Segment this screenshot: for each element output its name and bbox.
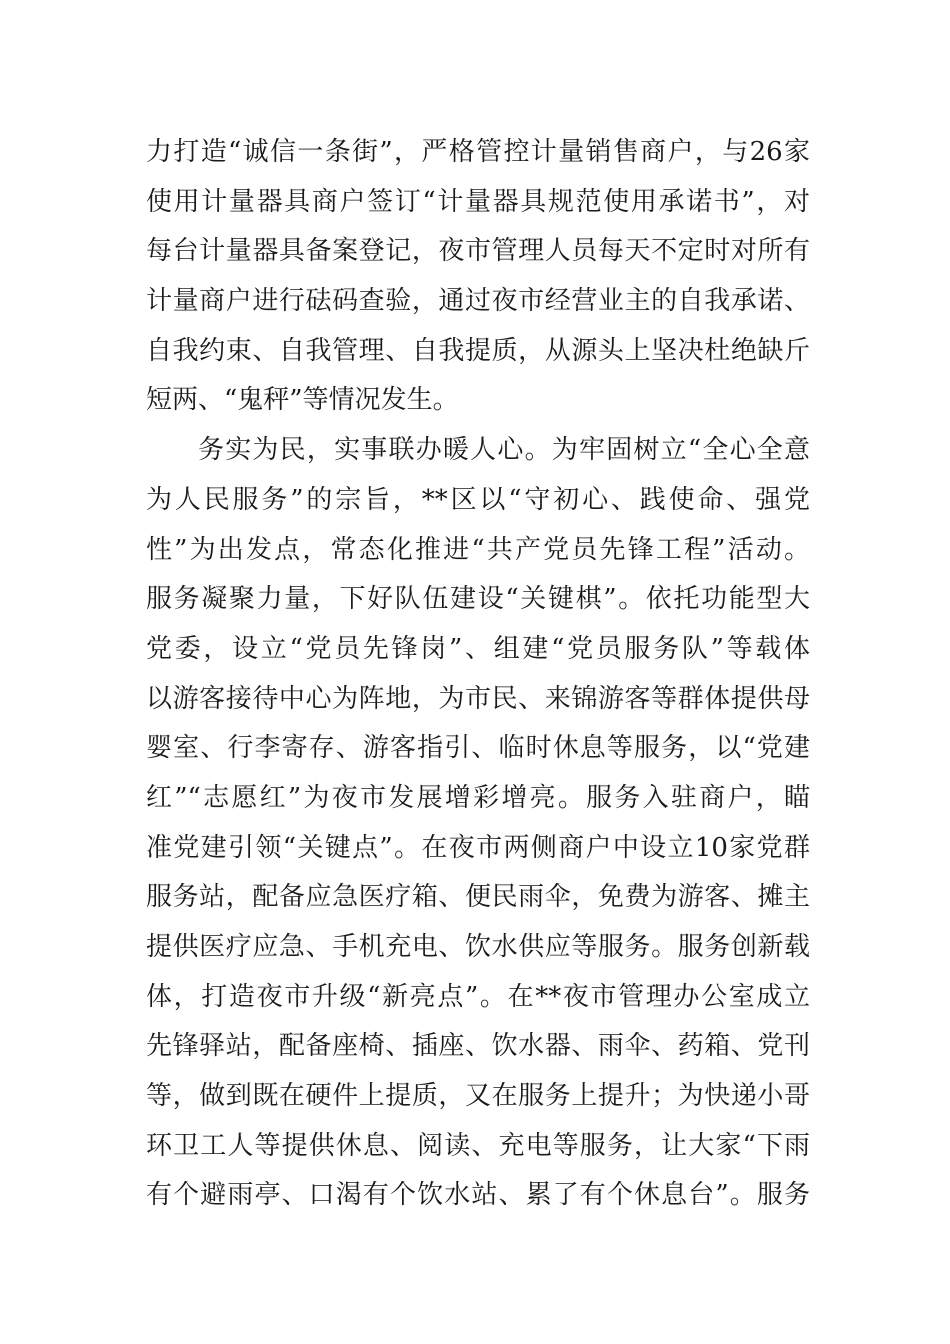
text-line: 以游客接待中心为阵地，为市民、来锦游客等群体提供母 — [146, 683, 810, 714]
text-line: 每台计量器具备案登记，夜市管理人员每天不定时对所有 — [146, 236, 810, 267]
text-line: 提供医疗应急、手机充电、饮水供应等服务。服务创新载 — [146, 932, 810, 962]
text-line: 婴室、行李寄存、游客指引、临时休息等服务，以“党建 — [146, 733, 810, 764]
text-line: 务实为民，实事联办暖人心。为牢固树立“全心全意 — [198, 435, 810, 466]
text-line: 为人民服务”的宗旨，**区以“守初心、践使命、强党 — [146, 484, 810, 515]
text-line: 服务凝聚力量，下好队伍建设“关键棋”。依托功能型大 — [146, 584, 810, 615]
text-line: 有个避雨亭、口渴有个饮水站、累了有个休息台”。服务 — [146, 1180, 810, 1211]
paragraph-1 — [146, 128, 810, 426]
text-line: 环卫工人等提供休息、阅读、充电等服务，让大家“下雨 — [146, 1130, 810, 1161]
paragraph-2 — [146, 426, 810, 1221]
text-line: 短两、“鬼秤”等情况发生。 — [146, 385, 459, 416]
text-line: 性”为出发点，常态化推进“共产党员先锋工程”活动。 — [146, 534, 810, 565]
text-line: 等，做到既在硬件上提质，又在服务上提升；为快递小哥 — [146, 1081, 810, 1112]
text-line: 力打造“诚信一条街”，严格管控计量销售商户，与26家 — [146, 137, 810, 167]
text-line: 使用计量器具商户签订“计量器具规范使用承诺书”，对 — [146, 186, 810, 217]
text-line: 计量商户进行砝码查验，通过夜市经营业主的自我承诺、 — [146, 286, 810, 317]
text-line: 准党建引领“关键点”。在夜市两侧商户中设立10家党群 — [146, 832, 810, 863]
text-line: 体，打造夜市升级“新亮点”。在**夜市管理办公室成立 — [146, 981, 810, 1012]
text-line: 服务站，配备应急医疗箱、便民雨伞，免费为游客、摊主 — [146, 882, 810, 913]
text-line: 自我约束、自我管理、自我提质，从源头上坚决杜绝缺斤 — [146, 335, 810, 366]
text-line: 党委，设立“党员先锋岗”、组建“党员服务队”等载体 — [146, 633, 810, 664]
document-body — [146, 128, 810, 1221]
text-line: 红”“志愿红”为夜市发展增彩增亮。服务入驻商户，瞄 — [146, 782, 810, 813]
text-line: 先锋驿站，配备座椅、插座、饮水器、雨伞、药箱、党刊 — [146, 1031, 810, 1062]
